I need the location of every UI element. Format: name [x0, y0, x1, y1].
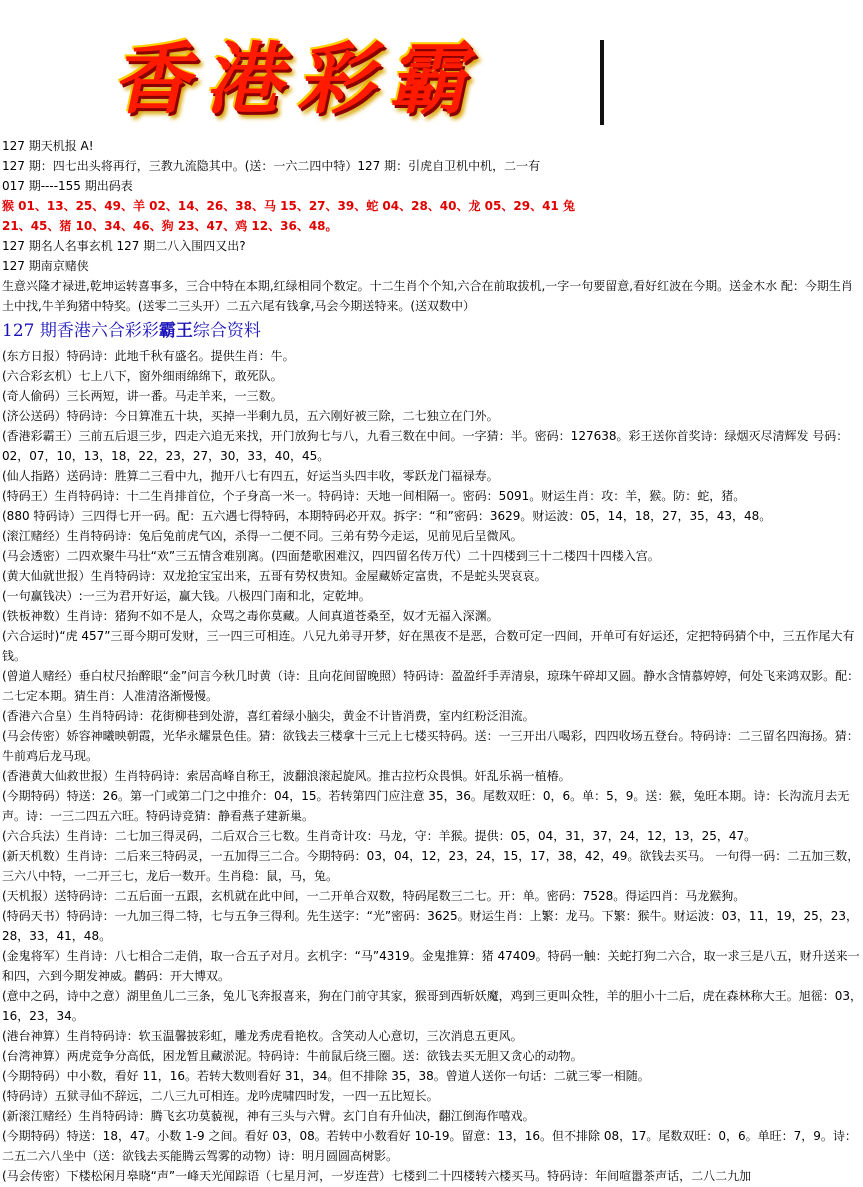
entry-line: (滚江赌经）生肖特码诗：兔后兔前虎气凶，杀得一二便不同。三弟有势今走运，见前见后呈微风。 — [2, 529, 523, 543]
header-line: 127 期南京赌侠 — [2, 259, 89, 273]
entry-line: (六合彩玄机）七上八下，窗外细雨绵绵下，敢死队。 — [2, 369, 283, 383]
entry-line: (马会传密）娇容神曦映朝霞，光华永耀景色佳。猜：欲钱去三楼拿十三元上七楼买特码。送：一三开出八喝彩，四四收场五登台。特码诗：二三留名四海扬。猜：牛前鸡后龙马现。 — [2, 729, 859, 763]
header-paragraph: 生意兴隆才禄进,乾坤运转喜事多，三合中特在本期,红绿相同个数定。十二生肖个个知,六合在前取拔机,一字一句要留意,看好红波在今期。送金木水 配：今期生肖土中找,牛羊狗猪中特奖。(送零二三头开）二五六尾有钱拿,马会今期送特来。(送双数中） — [2, 279, 853, 313]
entry-line: (新滚江赌经）生肖特码诗：腾飞玄功莫藐视，神有三头与六臂。玄门自有升仙决，翻江倒海作嘻戏。 — [2, 1109, 535, 1123]
entry-line: (马会传密）下楼松闲月皋晓“声”一峰天光闻踪语（七星月河，一岁连营）七楼到二十四楼转六楼买马。特码诗：年间喧嚣茶声话，二八二九加 — [2, 1169, 752, 1183]
zodiac-number-line: 21、45、猪 10、34、46、狗 23、47、鸡 12、36、48。 — [2, 219, 338, 233]
entry-line: (今期特码）特送：26。第一门或第二门之中推介：04，15。若转第四门应注意 35，36。尾数双旺：0，6。单：5，9。送：猴，兔旺本期。诗：长沟流月去无声。诗：一三二四五六旺。特码诗竞猜：静看燕子建新巢。 — [2, 789, 850, 823]
entry-line: (曾道人赌经）垂白杖尺抬醉眼“金”问言今秋几时黄（诗：且向花间留晚照）特码诗：盈盈纤手弄清泉，琼珠午碎却又圆。静水含情慕婷婷，何处飞来鸿双影。配：二七定本期。猜生肖：人准清洛渐慢慢。 — [2, 669, 860, 703]
entry-list — [0, 346, 863, 1186]
header-line: 127 期天机报 A! — [2, 139, 94, 153]
entry-line: (香港彩霸王）三前五后退三步，四走六追无来找，开门放狗七与八，九看三数在中间。一字猜：半。密码：127638。彩王送你首奖诗：绿烟灭尽清辉发 号码：02，07，10，13，18，22，23，27，30，33，40，45。 — [2, 429, 849, 463]
header-line: 127 期：四七出头将再行，三教九流隐其中。(送：一六二四中特）127 期：引虎自卫机中机，二一有 — [2, 159, 541, 173]
page-headline — [0, 316, 863, 346]
header-line: 127 期名人名事玄机 127 期二八入围四又出? — [2, 239, 246, 253]
headline-bold: 霸王 — [158, 321, 193, 341]
banner-divider — [600, 40, 604, 125]
entry-line: (今期特码）特送：18，47。小数 1-9 之间。看好 03，08。若转中小数看好 10-19。留意：13，16。但不排除 08，17。尾数双旺：0，6。单旺：7，9。诗：二五二六八坐中（送：欲钱去买能腾云驾雾的动物）诗：明月圆圆高树影。 — [2, 1129, 857, 1163]
entry-line: (今期特码）中小数，看好 11，16。若转大数则看好 31，34。但不排除 35，38。曾道人送你一句话：二就三零一相随。 — [2, 1069, 650, 1083]
headline-suffix: 综合资料 — [192, 321, 261, 341]
entry-line: (一句赢钱决）:一三为君开好运，赢大钱。八极四门南和北，定乾坤。 — [2, 589, 371, 603]
entry-line: (天机报）送特码诗：二五后面一五跟，玄机就在此中间，一二开单合双数，特码尾数三二七。开：单。密码：7528。得运四肖：马龙猴狗。 — [2, 889, 746, 903]
entry-line: (港台神算）生肖特码诗：软玉温馨披彩虹，雕龙秀虎看艳枚。含笑动人心意切，三次消息五更风。 — [2, 1029, 523, 1043]
entry-line: (880 特码诗）三四得七开一码。配：五六遇七得特码，本期特码必开双。拆字：“和”密码：3629。财运波：05，14，18，27，35，43，48。 — [2, 509, 772, 523]
header-line: 017 期----155 期出码表 — [2, 179, 133, 193]
entry-line: (特码诗）五狱寻仙不辞远，二八三九可相连。龙吟虎啸四时发，一四一五比短长。 — [2, 1089, 439, 1103]
banner-logo-title: 香港彩霸 — [108, 34, 497, 125]
entry-line: (新天机数）生肖诗：二后来三特码灵，一五加得三二合。今期特码：03，04，12，23，24，15，17，38，42，49。欲钱去买马。 一句得一码：二五加三数，三六八中特，一二开三七，龙后一数开。生肖稳：鼠，马，兔。 — [2, 849, 860, 883]
entry-line: (铁板神数）生肖诗：猪狗不如不是人，众骂之毒你莫藏。人间真道苍桑至，奴才无福入深渊。 — [2, 609, 499, 623]
entry-line: (六合运时)“虎 457”三哥今期可发财，三一四三可相连。八兄九弟寻开梦，好在黑夜不是恶，合数可定一四间，开单可有好运还，定把特码猜个中，三五作尾大有钱。 — [2, 629, 855, 663]
main-content — [0, 136, 863, 1186]
entry-line: (黄大仙就世报）生肖特码诗：双龙抢宝宝出来，五哥有势权贵知。金屋藏娇定富贵，不是蛇头哭哀哀。 — [2, 569, 547, 583]
entry-line: (特码天书）特码诗：一九加三得二特，七与五争三得利。先生送字：“光”密码：3625。财运生肖：上繁：龙马。下繁：猴牛。财运波：03，11，19，25，23，28，33，41，48。 — [2, 909, 859, 943]
entry-line: (金鬼将军）生肖诗：八七相合二走俏，取一合五子对月。玄机字：“马”4319。金鬼推算：猪 47409。特码一触：关蛇打狗二六合，取一求三是八五，财升送来一和四，六到今期发神威。鹳码：开大博双。 — [2, 949, 860, 983]
entry-line: (香港黄大仙救世报）生肖特码诗：索居高峰自称王，波翻浪滚起旋风。推古拉朽众畏惧。奸乱乐祸一植椿。 — [2, 769, 571, 783]
entry-line: (仙人指路）送码诗：胜算二三看中九，抛开八七有四五，好运当头四丰收，零跃龙门福禄寿。 — [2, 469, 499, 483]
entry-line: (六合兵法）生肖诗：二七加三得灵码，二后双合三七数。生肖奇计攻：马龙，守：羊猴。提供：05，04，31，37，24，12，13，25，47。 — [2, 829, 757, 843]
entry-line: (意中之码，诗中之意）湖里鱼儿二三条，兔儿飞奔报喜来，狗在门前守其家，猴哥到西斩妖魔，鸡到三更叫众牲，羊的胆小十二后，虎在森林称大王。旭徭：03，16，23，34。 — [2, 989, 862, 1023]
entry-line: (济公送码）特码诗：今日算准五十块，买掉一半剩九员，五六刚好被三除，二七独立在门外。 — [2, 409, 499, 423]
entry-line: (香港六合皇）生肖特码诗：花街柳巷到处游，喜红着绿小脑尖，黄金不计皆消费，室内红粉泛泪流。 — [2, 709, 535, 723]
banner — [0, 0, 606, 134]
entry-line: (台湾神算）两虎竞争分高低，困龙暂且藏淤泥。特码诗：牛前鼠后绕三圈。送：欲钱去买无胆又贪心的动物。 — [2, 1049, 583, 1063]
entry-line: (马会透密）二四欢聚牛马壮“欢”三五情含难别离。(四面楚歌困难汉，四四留名传万代）二十四楼到三十二楼四十四楼入宫。 — [2, 549, 660, 563]
entry-line: (特码王）生肖特码诗：十二生肖排首位，个子身高一米一。特码诗：天地一间相隔一。密码：5091。财运生肖：攻：羊，猴。防：蛇，猪。 — [2, 489, 746, 503]
entry-line: (东方日报）特码诗：此地千秋有盛名。提供生肖：牛。 — [2, 349, 295, 363]
zodiac-number-line: 猴 01、13、25、49、羊 02、14、26、38、马 15、27、39、蛇 04、28、40、龙 05、29、41 兔 — [2, 199, 575, 213]
headline-prefix: 127 期香港六合彩彩 — [2, 321, 159, 341]
entry-line: (奇人偷码）三长两短，讲一番。马走羊来，一三数。 — [2, 389, 283, 403]
